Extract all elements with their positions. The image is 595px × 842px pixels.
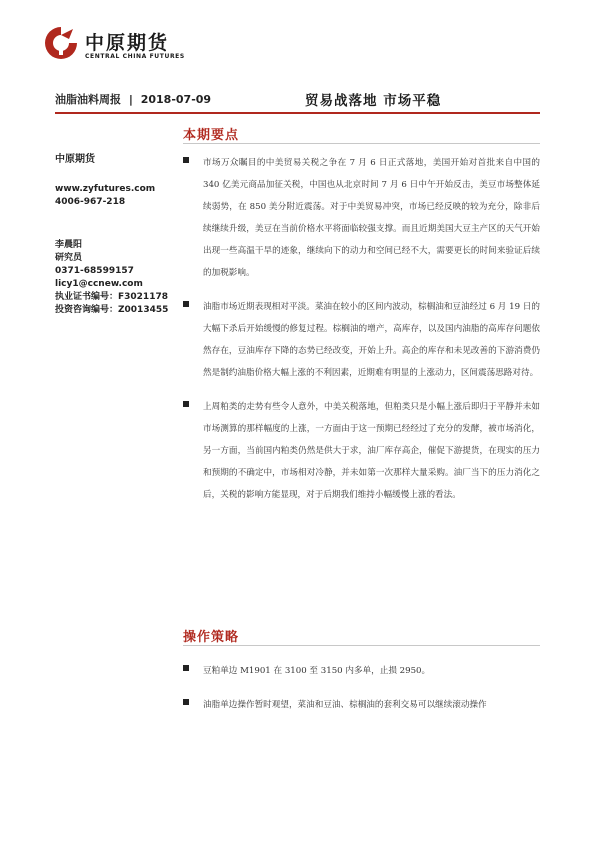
logo-text-en: CENTRAL CHINA FUTURES bbox=[85, 53, 185, 60]
highlight-text-3: 上周粕类的走势有些令人意外，中美关税落地，但粕类只是小幅上涨后即归于平静并未如市场测算的那样幅度的上涨，一方面由于这一预期已经经过了充分的发酵，被市场消化，另一方面，当前国内粕类仍然是供大于求，油厂库存高企，催促下游提货，在现实的压力和预期的不确定中，市场相对冷静，并未如第一次那样大量采购。油厂当下的压力消化之后，关税的影响方能显现，对于后期我们维持小幅缓慢上涨的看法。 bbox=[203, 402, 540, 500]
bullet-square-icon bbox=[183, 401, 189, 407]
report-title: 油脂油料周报 bbox=[55, 93, 121, 106]
header-divider bbox=[55, 112, 540, 114]
strategy-text-2: 油脂单边操作暂时观望，菜油和豆油、棕榈油的套利交易可以继续滚动操作 bbox=[203, 700, 487, 710]
logo-text-cn: 中原期货 bbox=[85, 32, 170, 54]
strategy-title: 操作策略 bbox=[183, 630, 240, 645]
license-practice: 执业证书编号：F3021178 bbox=[55, 292, 168, 302]
bullet-square-icon bbox=[183, 301, 189, 307]
list-item bbox=[183, 396, 540, 506]
report-header bbox=[55, 86, 540, 112]
highlights-divider bbox=[183, 143, 540, 144]
analyst-name: 李晨阳 bbox=[55, 240, 83, 250]
company-logo bbox=[43, 25, 183, 65]
strategy-divider bbox=[183, 645, 540, 646]
list-item bbox=[183, 152, 540, 284]
list-item bbox=[183, 660, 540, 682]
sidebar-website[interactable]: www.zyfutures.com bbox=[55, 184, 156, 194]
bullet-square-icon bbox=[183, 665, 189, 671]
highlights-list bbox=[183, 152, 540, 518]
report-date: 2018-07-09 bbox=[140, 93, 212, 106]
analyst-email[interactable]: licy1@ccnew.com bbox=[55, 279, 143, 289]
bullet-square-icon bbox=[183, 157, 189, 163]
bullet-square-icon bbox=[183, 699, 189, 705]
strategy-list bbox=[183, 660, 540, 728]
sidebar-spacer bbox=[55, 209, 180, 239]
analyst-phone: 0371-68599157 bbox=[55, 266, 134, 276]
sidebar-phone: 4006-967-218 bbox=[55, 197, 126, 207]
analyst-role: 研究员 bbox=[55, 253, 83, 263]
header-separator: | bbox=[128, 93, 133, 106]
sidebar-contact bbox=[55, 150, 180, 317]
ccf-logo-icon bbox=[43, 25, 79, 61]
highlight-text-1: 市场万众瞩目的中美贸易关税之争在 7 月 6 日正式落地，美国开始对首批来自中国的 340 亿美元商品加征关税，中国也从北京时间 7 月 6 日中午开始反击，美豆市场整体延续弱势，在 850 美分附近震荡。对于中美贸易冲突，市场已经反映的较为充分，除非后续继续升级，美豆在当前价格水平将面临较强支撑。而且近期美国大豆主产区的天气开始出现一些高温干旱的迹象，继续向下的动力和空间已经不大，需要更长的时间来验证后续的加税影响。 bbox=[203, 158, 540, 278]
highlight-text-2: 油脂市场近期表现相对平淡。菜油在较小的区间内波动，棕榈油和豆油经过 6 月 19 日的大幅下杀后开始缓慢的修复过程。棕榈油的增产，高库存，以及国内油脂的高库存问题依然存在，豆油库存下降的态势已经改变，开始上升。高企的库存和未见改善的下游消费仍然是制约油脂价格大幅上涨的不利因素，近期难有明显的上涨动力，区间震荡思路对待。 bbox=[203, 302, 540, 378]
report-headline: 贸易战落地 市场平稳 bbox=[305, 93, 442, 109]
sidebar-company: 中原期货 bbox=[55, 154, 95, 165]
list-item bbox=[183, 296, 540, 384]
highlights-title: 本期要点 bbox=[183, 128, 240, 143]
list-item bbox=[183, 694, 540, 716]
license-consult: 投资咨询编号：Z0013455 bbox=[55, 305, 169, 315]
report-meta bbox=[55, 91, 211, 107]
strategy-text-1: 豆粕单边 M1901 在 3100 至 3150 内多单，止损 2950。 bbox=[203, 666, 431, 676]
